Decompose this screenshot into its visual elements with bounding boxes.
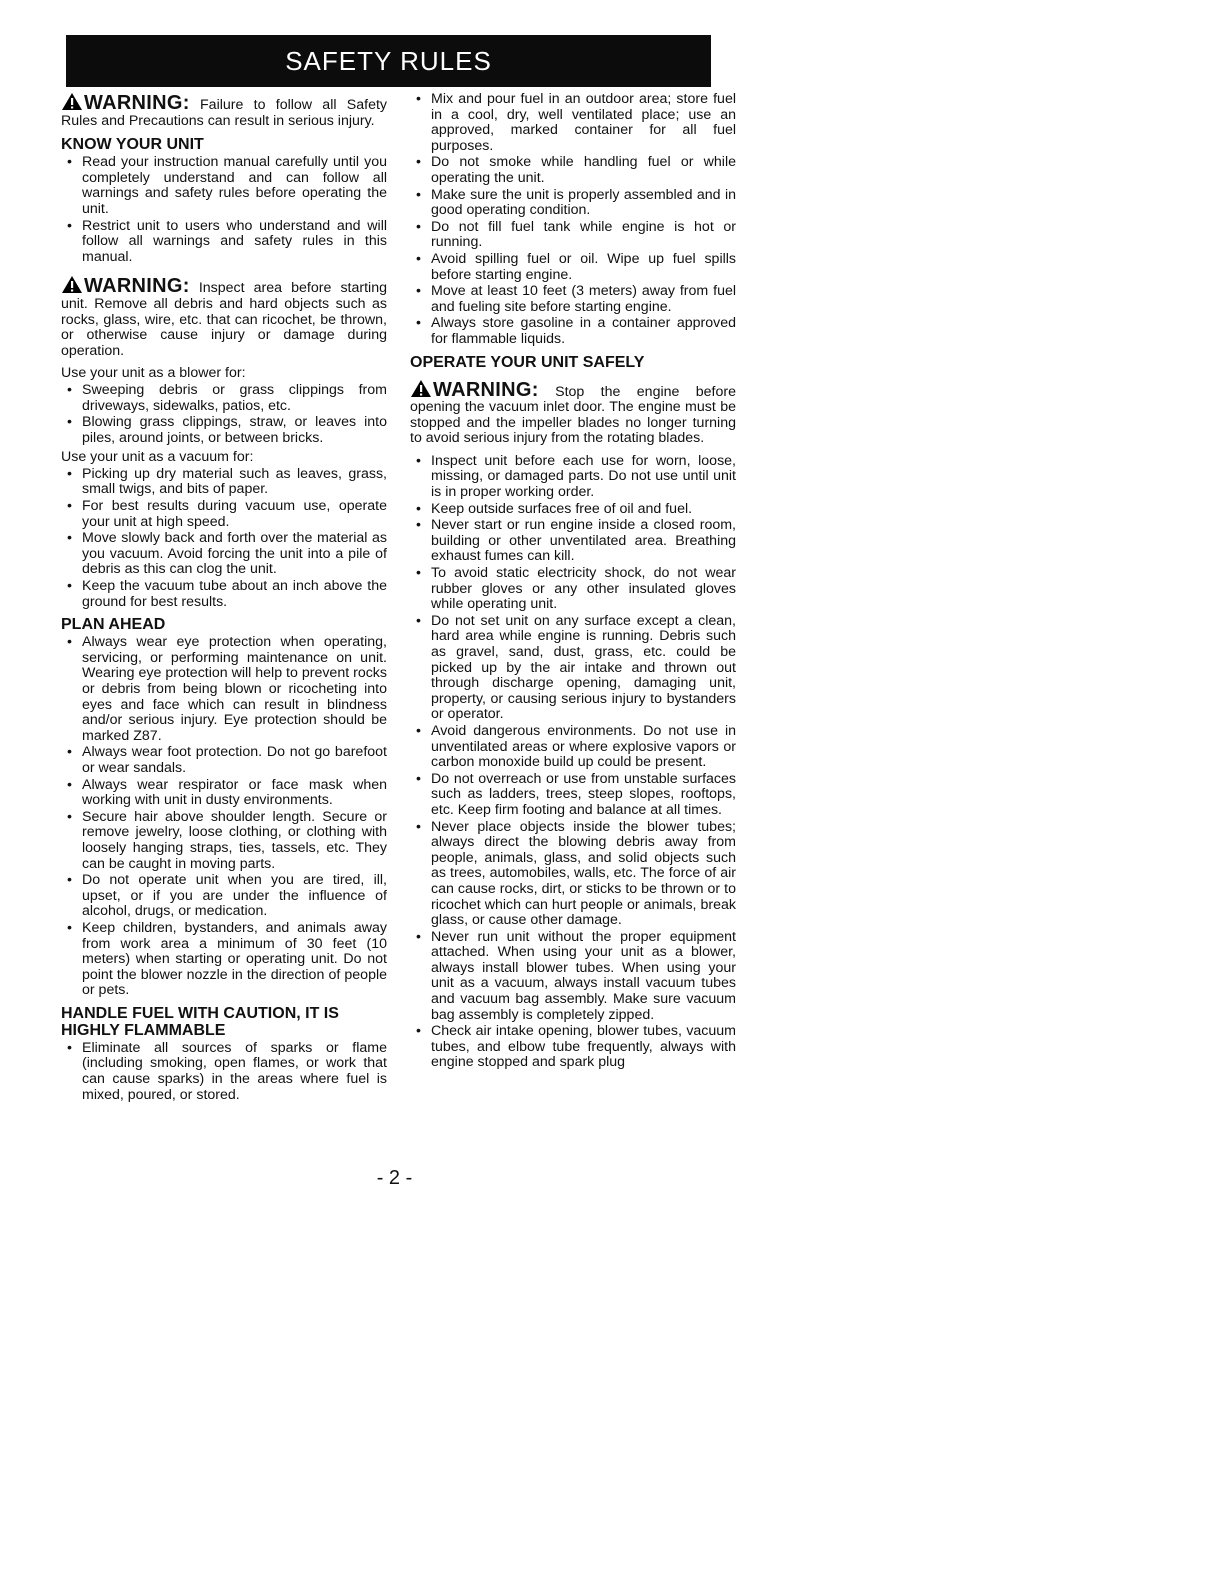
list-item: • Keep outside surfaces free of oil and fuel.: [410, 502, 736, 518]
list-item: • Blowing grass clippings, straw, or leaves into piles, around joints, or between bricks.: [61, 415, 387, 446]
list-item: • Picking up dry material such as leaves, grass, small twigs, and bits of paper.: [61, 467, 387, 498]
warning-label: WARNING:: [84, 92, 190, 114]
list-item: • Mix and pour fuel in an outdoor area; store fuel in a cool, dry, well ventilated place; use an approved, marked container for all fuel purposes.: [410, 92, 736, 154]
list-item: • Avoid dangerous environments. Do not use in unventilated areas or where explosive vapors or carbon monoxide build up could be present.: [410, 724, 736, 771]
warning-stop-engine: [410, 379, 736, 447]
warning-label: WARNING:: [84, 275, 190, 298]
list-item: • Avoid spilling fuel or oil. Wipe up fuel spills before starting engine.: [410, 252, 736, 283]
list-item: • Make sure the unit is properly assembled and in good operating condition.: [410, 188, 736, 219]
list-item: • Keep children, bystanders, and animals away from work area a minimum of 30 feet (10 meters) when starting or operating unit. Do not point the blower nozzle in the direction of people or pets.: [61, 921, 387, 999]
list-item: • Keep the vacuum tube about an inch above the ground for best results.: [61, 579, 387, 610]
list-item: • Do not operate unit when you are tired, ill, upset, or if you are under the influence of alcohol, drugs, or medication.: [61, 873, 387, 920]
left-column: [61, 92, 387, 1107]
warning-text: Stop the engine before opening the vacuum inlet door. The engine must be stopped and the impeller blades no longer turning to avoid serious injury from the rotating blades.: [410, 383, 736, 447]
list-item: • Never start or run engine inside a closed room, building or other unventilated area. Breathing exhaust fumes can kill.: [410, 518, 736, 565]
list-item: • Do not fill fuel tank while engine is hot or running.: [410, 220, 736, 251]
list-item: • Do not overreach or use from unstable surfaces such as ladders, trees, steep slopes, rooftops, etc. Keep firm footing and balance at all times.: [410, 772, 736, 819]
fuel-list-left: [61, 1041, 387, 1103]
list-item: • Inspect unit before each use for worn, loose, missing, or damaged parts. Do not use until unit is in proper working order.: [410, 454, 736, 501]
list-item: • Do not set unit on any surface except a clean, hard area while engine is running. Debris such as gravel, sand, dust, grass, etc. could be picked up by the air intake and thrown out through discharge opening, damaging unit, property, or causing serious injury to bystanders or operator.: [410, 614, 736, 723]
vacuum-intro: Use your unit as a vacuum for:: [61, 449, 254, 466]
list-item: • Restrict unit to users who understand and will follow all warnings and safety rules in this manual.: [61, 219, 387, 266]
list-item: • Never run unit without the proper equipment attached. When using your unit as a blower, always install blower tubes. When using your unit as a vacuum, always install vacuum tubes and vacuum bag assembly. Make sure vacuum bag assembly is completely zipped.: [410, 930, 736, 1024]
warning-text: Failure to follow all Safety Rules and Precautions can result in serious injury.: [61, 97, 387, 129]
warning-text: Inspect area before starting unit. Remove all debris and hard objects such as rocks, glass, wire, etc. that can ricochet, be thrown, or otherwise cause injury or damage during operation.: [61, 280, 387, 359]
warning-triangle-icon: [410, 379, 432, 398]
list-item: • For best results during vacuum use, operate your unit at high speed.: [61, 499, 387, 530]
list-item: • Always wear eye protection when operating, servicing, or performing maintenance on unit. Wearing eye protection will help to prevent rocks or debris from being blown or ricocheting into eyes and face which can result in blindness and/or serious injury. Eye protection should be marked Z87.: [61, 635, 387, 744]
list-item: • Eliminate all sources of sparks or flame (including smoking, open flames, or work that can cause sparks) in the areas where fuel is mixed, poured, or stored.: [61, 1041, 387, 1103]
list-item: • Always store gasoline in a container approved for flammable liquids.: [410, 316, 736, 347]
right-column: [410, 92, 736, 1075]
heading-line: HIGHLY FLAMMABLE: [61, 1021, 226, 1039]
heading-plan-ahead: PLAN AHEAD: [61, 616, 166, 634]
heading-handle-fuel: [61, 1005, 387, 1039]
plan-ahead-list: [61, 635, 387, 999]
list-item: • Sweeping debris or grass clippings from driveways, sidewalks, patios, etc.: [61, 383, 387, 414]
blower-uses-list: [61, 383, 387, 446]
list-item: • Move slowly back and forth over the material as you vacuum. Avoid forcing the unit into a pile of debris as this can clog the unit.: [61, 531, 387, 578]
warning-triangle-icon: [61, 275, 83, 294]
list-item: • Secure hair above shoulder length. Secure or remove jewelry, loose clothing, or clothing with loosely hanging straps, ties, tassels, etc. They can be caught in moving parts.: [61, 810, 387, 872]
warning-triangle-icon: [61, 92, 83, 111]
heading-line: HANDLE FUEL WITH CAUTION, IT IS: [61, 1004, 339, 1022]
list-item: • To avoid static electricity shock, do not wear rubber gloves or any other insulated gloves while operating unit.: [410, 566, 736, 613]
heading-operate-safely: OPERATE YOUR UNIT SAFELY: [410, 353, 645, 371]
page-number: - 2 -: [376, 1167, 413, 1189]
list-item: • Never place objects inside the blower tubes; always direct the blowing debris away from people, animals, glass, and solid objects such as trees, automobiles, walls, etc. The force of air can cause rocks, dirt, or sticks to be thrown or to ricochet which can hurt people or animals, break glass, or cause other damage.: [410, 820, 736, 929]
warning-inspect-area: [61, 275, 387, 359]
blower-intro: Use your unit as a blower for:: [61, 365, 246, 382]
section-title: SAFETY RULES: [285, 45, 492, 76]
warning-failure-to-follow: [61, 92, 387, 129]
list-item: • Do not smoke while handling fuel or while operating the unit.: [410, 155, 736, 186]
vacuum-uses-list: [61, 467, 387, 610]
know-your-unit-list: [61, 155, 387, 265]
warning-label: WARNING:: [433, 378, 539, 401]
fuel-list-right: [410, 92, 736, 348]
operate-safely-list: [410, 454, 736, 1071]
list-item: • Read your instruction manual carefully until you completely understand and can follow all warnings and safety rules before operating the unit.: [61, 155, 387, 217]
heading-know-your-unit: KNOW YOUR UNIT: [61, 136, 204, 154]
list-item: • Move at least 10 feet (3 meters) away from fuel and fueling site before starting engine.: [410, 284, 736, 315]
section-title-banner: [66, 35, 711, 87]
list-item: • Always wear foot protection. Do not go barefoot or wear sandals.: [61, 745, 387, 776]
list-item: • Always wear respirator or face mask when working with unit in dusty environments.: [61, 778, 387, 809]
list-item: • Check air intake opening, blower tubes, vacuum tubes, and elbow tube frequently, always with engine stopped and spark plug: [410, 1024, 736, 1071]
